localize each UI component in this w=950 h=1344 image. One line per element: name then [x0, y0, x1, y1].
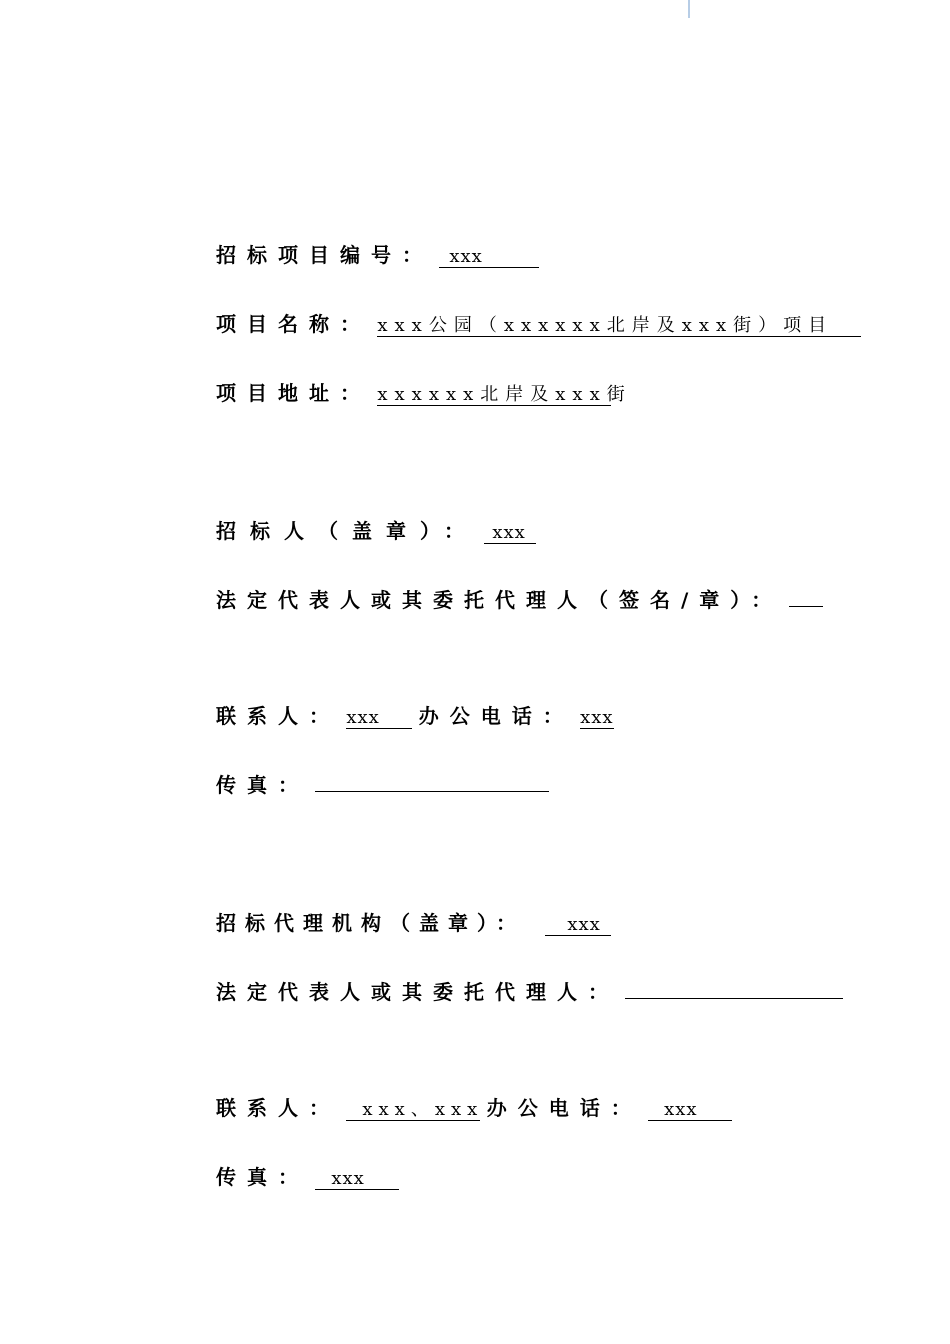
tenderer-representative-row	[216, 585, 823, 615]
project-number-value: xxx	[439, 246, 539, 268]
agency-representative-blank	[625, 978, 843, 999]
tenderer-value: xxx	[484, 522, 536, 544]
agency-contact-label: 联系人：	[216, 1096, 340, 1120]
tenderer-fax-row	[216, 770, 549, 800]
agency-row	[216, 908, 611, 938]
project-number-label: 招标项目编号：	[216, 243, 433, 267]
tenderer-label: 招标人（盖章）：	[216, 519, 478, 543]
tenderer-phone-value: xxx	[580, 707, 614, 728]
tenderer-contact-label: 联系人：	[216, 704, 340, 728]
project-name-row	[216, 309, 861, 339]
agency-representative-label: 法定代表人或其委托代理人：	[216, 980, 619, 1004]
agency-value: xxx	[545, 914, 611, 936]
project-name-value: xxx公园（xxxxxx北岸及xxx街）项目	[377, 315, 861, 337]
tenderer-representative-signature-blank	[789, 586, 823, 607]
tenderer-representative-label: 法定代表人或其委托代理人（签名/章）：	[216, 588, 783, 612]
project-number-row	[216, 240, 539, 270]
agency-fax-row	[216, 1162, 399, 1192]
tenderer-contact-value: xxx	[346, 707, 412, 729]
project-address-label: 项目地址：	[216, 381, 371, 405]
project-address-value: xxxxxx北岸及xxx街	[377, 384, 632, 405]
text-cursor-mark	[688, 0, 690, 18]
agency-fax-value: xxx	[315, 1168, 399, 1190]
tenderer-row	[216, 516, 536, 546]
project-name-label: 项目名称：	[216, 312, 371, 336]
agency-label: 招标代理机构（盖章）：	[216, 911, 525, 935]
tenderer-fax-blank	[315, 771, 549, 792]
agency-representative-row	[216, 977, 843, 1007]
agency-phone-value: xxx	[648, 1099, 732, 1121]
tenderer-contact-row	[216, 701, 614, 731]
agency-contact-row	[216, 1093, 732, 1123]
agency-phone-label: 办公电话：	[486, 1096, 642, 1120]
agency-fax-label: 传真：	[216, 1165, 309, 1189]
tenderer-phone-label: 办公电话：	[418, 704, 574, 728]
project-address-row	[216, 378, 632, 408]
tenderer-fax-label: 传真：	[216, 773, 309, 797]
agency-contact-value: xxx、xxx	[346, 1099, 480, 1121]
